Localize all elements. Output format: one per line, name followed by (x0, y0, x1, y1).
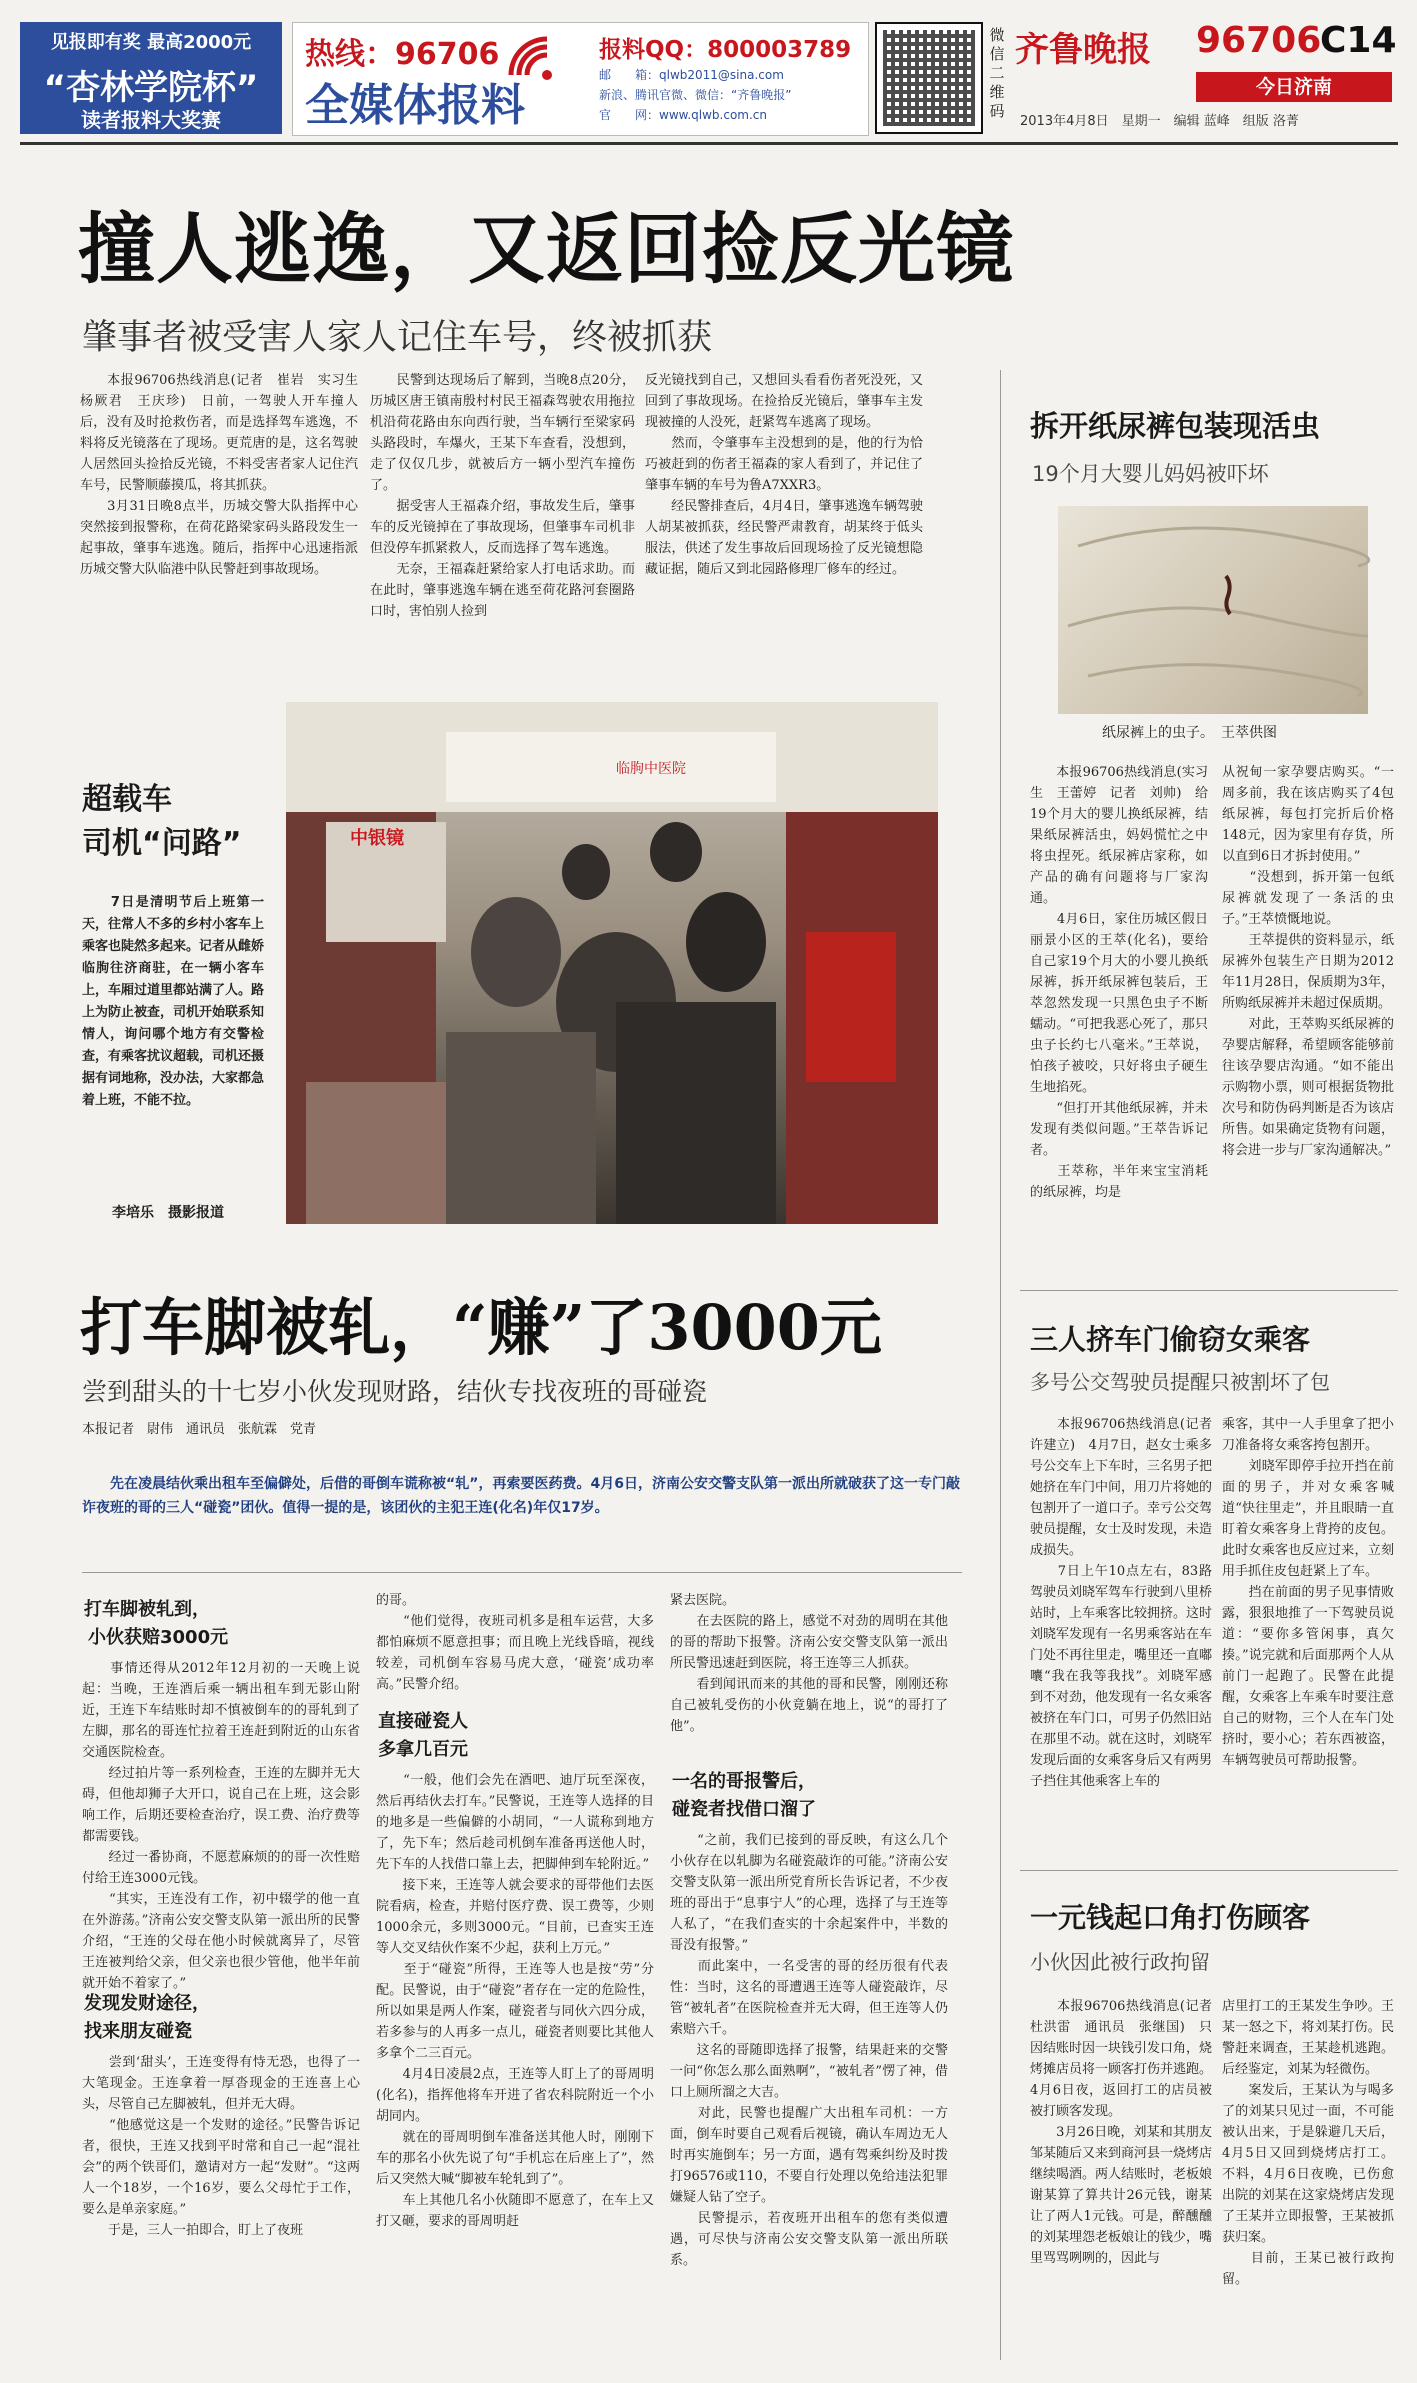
paper-logo: 齐鲁晚报 (1015, 30, 1151, 70)
promo-subtitle: 读者报料大奖赛 (81, 108, 221, 132)
fare-column-1b: 尝到‘甜头’，王连变得有恃无恐，也得了一大笔现金。王连拿着一厚沓现金的王连喜上心头，尽管自己左脚被轧，但并无大碍。 “他感觉这是一个发财的途径。”民警告诉记者，很快，王连又找到平时常和自己一起“混社会”的两个铁哥们，邀请对方一起“发财”。“这两人一个18岁，一个16岁，要么父母忙于工作，要么是单亲家庭。” 于是，三人一拍即合，盯上了夜班 (82, 2055, 360, 2238)
diaper-subhead: 19个月大婴儿妈妈被吓坏 (1032, 462, 1269, 486)
hotline-number: 热线：96706 (305, 37, 500, 72)
fare-sec2-title-b: 找来朋友碰瓷 (84, 2021, 192, 2042)
diaper-headline: 拆开纸尿裤包装现活虫 (1030, 409, 1321, 443)
overload-title-line2: 司机“问路” (82, 826, 242, 861)
bus-theft-subhead: 多号公交驾驶员提醒只被割坏了包 (1030, 1370, 1330, 1394)
yuan-subhead: 小伙因此被行政拘留 (1030, 1950, 1210, 1974)
overload-title (82, 778, 241, 866)
paper-hotline: 96706 (1196, 20, 1322, 61)
report-qq: 报料QQ：800003789 (599, 37, 852, 63)
lead-column-2: 民警到达现场后了解到，当晚8点20分，历城区唐王镇南殷村村民王福森驾驶农用拖拉机沿荷花路由东向西行驶，当车辆行至梁家码头路段时，车爆火，王某下车查看，没想到，走了仅仅几步，就被后方一辆小型汽车撞伤了。 据受害人王福森介绍，事故发生后，肇事车的反光镜掉在了事故现场，但肇事车司机非但没停车抓紧救人，反而选择了驾车逃逸。 无奈，王福森赶紧给家人打电话求助。而在此时，肇事逃逸车辆在逃至荷花路河套圈路口时，害怕别人捡到 (370, 373, 635, 619)
fare-column-3b: “之前，我们已接到的哥反映，有这么几个小伙存在以轧脚为名碰瓷敲诈的可能。”济南公安交警支队第一派出所党育所长告诉记者，不少夜班的哥出于“息事宁人”的心理，选择了与王连等人私了，“在我们查实的十余起案件中，半数的哥没有报警。” 而此案中，一名受害的哥的经历很有代表性：当时，这名的哥遭遇王连等人碰瓷敲诈，尽管“被轧者”在医院检查并无大碍，但王连等人仍索赔六千。 这名的哥随即选择了报警，结果赶来的交警一问“你怎么那么面熟啊”，“被轧者”愣了神，借口上厕所溜之大吉。 对此，民警也提醒广大出租车司机：一方面，倒车时要自己观看后视镜，确认车周边无人时再实施倒车；另一方面，遇有驾乘纠纷及时拨打96576或110，不要自行处理以免给违法犯罪嫌疑人钻了空子。 民警提示，若夜班开出租车的您有类似遭遇，可尽快与济南公安交警支队第一派出所联系。 (670, 1833, 948, 2268)
lead-column-3: 反光镜找到自己，又想回头看看伤者死没死，又回到了事故现场。在捡拾反光镜后，肇事车主发现被撞的人没死，赶紧驾车逃离了现场。 然而，令肇事车主没想到的是，他的行为恰巧被赶到的伤者王福森的家人看到了，并记住了肇事车辆的车号为鲁A7XXR3。 经民警排查后，4月4日，肇事逃逸车辆驾驶人胡某被抓获，经民警严肃教育，胡某终于低头服法，供述了发生事故后回现场捡了反光镜想隐藏证据，随后又到北园路修理厂修车的经过。 (645, 373, 923, 577)
fare-sec4-title (672, 1768, 816, 1824)
bus-interior-photo (286, 702, 938, 1224)
bus-theft-column-1: 本报96706热线消息(记者 许建立) 4月7日，赵女士乘多号公交车上下车时，三名男子把她挤在车门中间，用刀片将她的包割开了一道口子。幸亏公交驾驶员提醒，女士及时发现，未造成损失。 7日上午10点左右，83路驾驶员刘晓军驾车行驶到八里桥站时，上车乘客比较拥挤。这时刘晓军发现有一名男乘客站在车门处不再往里走，嘴里还一直嘟囔“我在我等我找”。刘晓军感到不对劲，他发现有一名女乘客被挤在车门口，可男子仍然旧站在那里不动。就在这时，刘晓军发现后面的女乘客身后又有两男子挡住其他乘客上车的 (1030, 1417, 1213, 1789)
dateline: 2013年4月8日 星期一 编辑 蓝峰 组版 洛菁 (1020, 114, 1299, 129)
lead-headline: 撞人逃逸，又返回捡反光镜 (78, 205, 1014, 295)
masthead-divider (20, 142, 1398, 145)
fare-sec1-title-b: 小伙获赔3000元 (88, 1627, 229, 1648)
fare-sec1-title-a: 打车脚被轧到， (84, 1599, 210, 1620)
fare-sec2-title-a: 发现发财途径， (84, 1993, 210, 2014)
contact-list (599, 65, 791, 125)
bus-sign-2: 临朐中医院 (616, 761, 686, 777)
fare-lede: 先在凌晨结伙乘出租车至偏僻处，后借的哥倒车谎称被“轧”，再索要医药费。4月6日，济南公安交警支队第一派出所就破获了这一专门敲诈夜班的哥的三人“碰瓷”团伙。值得一提的是，该团伙的主犯王连(化名)年仅17岁。 (82, 1476, 960, 1516)
yuan-column-1: 本报96706热线消息(记者 杜洪雷 通讯员 张继国) 只因结账时因一块钱引发口角，烧烤摊店员将一顾客打伤并逃跑。4月6日夜，返回打工的店员被被打顾客发现。 3月26日晚，刘某和其朋友邹某随后又来到商河县一烧烤店继续喝酒。两人结账时，老板娘谢某算了算共计26元钱，谢某让了两人1元钱。可是，醉醺醺的刘某埋怨老板娘让的钱少，嘴里骂骂咧咧的，因此与 (1030, 1999, 1213, 2266)
fare-sec4-title-b: 碰瓷者找借口溜了 (672, 1799, 816, 1820)
diaper-column-2: 从祝甸一家孕婴店购买。“一周多前，我在该店购买了4包纸尿裤，每包打完折后价格148元，因为家里有存货，所以直到6日才拆封使用。” “没想到，拆开第一包纸尿裤就发现了一条活的虫子。”王萃愤慨地说。 王萃提供的资料显示，纸尿裤外包装生产日期为2012年11月28日，保质期为3年，所购纸尿裤并未超过保质期。 对此，王萃购买纸尿裤的孕婴店解释，希望顾客能够前往该孕婴店沟通。“如不能出示购物小票，则可根据货物批次号和防伪码判断是否为该店所售。如果确定货物有问题，将会进一步与厂家沟通解决。” (1222, 765, 1394, 1158)
overload-credit: 李培乐 摄影报道 (112, 1205, 224, 1221)
promo-title: “杏林学院杯” (43, 68, 259, 108)
fare-column-3a: 紧去医院。 在去医院的路上，感觉不对劲的周明在其他的哥的帮助下报警。济南公安交警支队第一派出所民警迅速赶到医院，将王连等三人抓获。 看到闻讯而来的其他的哥和民警，刚刚还称自己被轧受伤的小伙竟躺在地上，说“的哥打了他”。 (670, 1593, 948, 1734)
fare-sec2-title (84, 1990, 210, 2046)
report-email: 邮 箱：qlwb2011@sina.com (599, 68, 784, 82)
bus-sign-1: 中银镜 (350, 828, 404, 849)
bus-interior-illustration (286, 702, 938, 1224)
fare-lede-divider (82, 1572, 962, 1573)
fare-sec3-title (378, 1708, 468, 1764)
fare-byline: 本报记者 尉伟 通讯员 张航霖 党青 (82, 1422, 317, 1437)
fare-sec3-title-a: 直接碰瓷人 (378, 1711, 468, 1732)
fare-column-2b: “一般，他们会先在酒吧、迪厅玩至深夜，然后再结伙去打车。”民警说，王连等人选择的目的地多是一些偏僻的小胡同，“一人谎称到地方了，先下车；然后趁司机倒车准备再送他人时，先下车的人找借口靠上去，把脚伸到车轮附近。” 接下来，王连等人就会要求的哥带他们去医院看病，检查，并赔付医疗费、误工费等，少则1000余元，多则3000元。“目前，已查实王连等人交叉结伙作案不少起，获利上万元。” 至于“碰瓷”所得，王连等人也是按“劳”分配。民警说，由于“碰瓷”者存在一定的危险性，所以如果是两人作案，碰瓷者与同伙六四分成，若多参与的人再多一点儿，碰瓷者则要比其他人多拿个二三百元。 4月4日凌晨2点，王连等人盯上了的哥周明(化名)，指挥他将车开进了省农科院附近一个小胡同内。 就在的哥周明倒车准备送其他人时，刚刚下车的那名小伙先说了句“手机忘在后座上了”，然后又突然大喊“脚被车轮轧到了”。 车上其他几名小伙随即不愿意了，在车上又打又砸，要求的哥周明赶 (376, 1773, 654, 2229)
yuan-column-2: 店里打工的王某发生争吵。王某一怒之下，将刘某打伤。民警赶来调查，王某趁机逃跑。后经鉴定，刘某为轻微伤。 案发后，王某认为与喝多了的刘某只见过一面，不可能被认出来，于是躲避几天后，4月5日又回到烧烤店打工。不料，4月6日夜晚，已伤愈出院的刘某在这家烧烤店发现了王某并立即报警，王某被抓获归案。 目前，王某已被行政拘留。 (1222, 1999, 1394, 2287)
media-report-title: 全媒体报料 (305, 80, 525, 131)
page-number: C14 (1320, 20, 1397, 61)
fare-column-1a: 事情还得从2012年12月初的一天晚上说起：当晚，王连酒后乘一辆出租车到无影山附近，王连下车结账时却不慎被倒车的的哥轧到了左脚，那名的哥连忙拉着王连赶到附近的山东省交通医院检查。 经过拍片等一系列检查，王连的左脚并无大碍，但他却狮子大开口，说自己在上班，这会影响工作，后期还要检查治疗，误工费、治疗费等都需要钱。 经过一番协商，不愿惹麻烦的的哥一次性赔付给王连3000元钱。 “其实，王连没有工作，初中辍学的他一直在外游荡。”济南公安交警支队第一派出所的民警介绍，“王连的父母在他小时候就离异了，尽管王连被判给父亲，但父亲也很少管他，他半年前就开始不着家了。” (82, 1661, 360, 1991)
diaper-illustration (1058, 506, 1368, 714)
hotline-banner (292, 22, 869, 136)
wechat-qr-code (875, 22, 983, 134)
bus-theft-column-2: 乘客，其中一人手里拿了把小刀准备将女乘客挎包割开。 刘晓军即停手拉开挡在前面的男子，并对女乘客喊道“快往里走”，并且眼睛一直盯着女乘客身上背挎的皮包。此时女乘客也反应过来，立刻用手抓住皮包赶紧上了车。 挡在前面的男子见事情败露，狠狠地推了一下驾驶员说道：“要你多管闲事，真欠揍。”说完就和后面那两个人从前门一起跑了。民警在此提醒，女乘客上车乘车时要注意自己的财物，三个人在车门处挤时，要小心；若东西被盗，车辆驾驶员可帮助报警。 (1222, 1417, 1394, 1768)
signal-icon (503, 31, 563, 81)
report-website: 官 网：www.qlwb.com.cn (599, 108, 768, 122)
bug-mark (1226, 576, 1230, 614)
fare-sec3-title-b: 多拿几百元 (378, 1739, 468, 1760)
fare-column-2a: 的哥。 “他们觉得，夜班司机多是租车运营，大多都怕麻烦不愿意担事；而且晚上光线昏暗，视线较差，司机倒车容易马虎大意，‘碰瓷’成功率高。”民警介绍。 (376, 1593, 654, 1692)
lead-subhead: 肇事者被受害人家人记住车号，终被抓获 (82, 318, 713, 358)
overload-body: 7日是清明节后上班第一天，往常人不多的乡村小客车上乘客也陡然多起来。记者从雌娇临朐往济商驻，在一辆小客车上，车厢过道里都站满了人。路上为防止被查，司机开始联系知情人，询问哪个地方有交警检查，有乘客扰议超载，司机还摄据有词地称，没办法，大家都急着上班，不能不拉。 (82, 895, 265, 1108)
diaper-photo (1058, 506, 1368, 714)
fare-headline: 打车脚被轧，“赚”了3000元 (80, 1291, 882, 1364)
fare-sec1-title (84, 1596, 228, 1652)
promo-prize-text: 见报即有奖 最高2000元 (50, 32, 252, 53)
bus-theft-headline: 三人挤车门偷窃女乘客 (1030, 1323, 1311, 1356)
lead-column-1: 本报96706热线消息(记者 崔岩 实习生 杨厥君 王庆珍) 日前，一驾驶人开车撞人后，没有及时抢救伤者，而是选择驾车逃逸，不料将反光镜落在了现场。更荒唐的是，这名驾驶人居然回头捡拾反光镜，不料受害者家人记住汽车号，民警顺藤摸瓜，将其抓获。 3月31日晚8点半，历城交警大队指挥中心突然接到报警称，在荷花路梁家码头路段发生一起事故，肇事车逃逸。随后，指挥中心迅速指派历城交警大队临港中队民警赶到事故现场。 (80, 373, 358, 577)
right-column-divider (1000, 370, 1001, 2360)
promo-banner (20, 22, 282, 134)
report-weibo: 新浪、腾讯官微、微信：“齐鲁晚报” (599, 88, 792, 102)
wechat-qr-label: 微信二维码 (989, 26, 1005, 120)
diaper-divider (1020, 1290, 1398, 1291)
overload-title-line1: 超载车 (82, 782, 172, 817)
fare-sec4-title-a: 一名的哥报警后， (672, 1771, 816, 1792)
yuan-headline: 一元钱起口角打伤顾客 (1030, 1901, 1311, 1934)
diaper-caption: 纸尿裤上的虫子。 王萃供图 (1102, 725, 1277, 741)
diaper-column-1: 本报96706热线消息(实习生 王蕾婷 记者 刘帅) 给19个月大的婴儿换纸尿裤，结果纸尿裤活虫，妈妈慌忙之中将虫捏死。纸尿裤店家称，如产品的确有问题将与厂家沟通。 4月6日，家住历城区假日丽景小区的王萃(化名)，要给自己家19个月大的小婴儿换纸尿裤，拆开纸尿裤包装后，王萃忽然发现一只黑色虫子不断蠕动。“可把我恶心死了，那只虫子长约七八毫米。”王萃说，怕孩子被咬，只好将虫子硬生生地掐死。 “但打开其他纸尿裤，并未发现有类似问题。”王萃告诉记者。 王萃称，半年来宝宝消耗的纸尿裤，均是 (1030, 765, 1208, 1200)
section-badge: 今日济南 (1196, 72, 1392, 102)
bus-theft-divider (1020, 1870, 1398, 1871)
fare-subhead: 尝到甜头的十七岁小伙发现财路，结伙专找夜班的哥碰瓷 (82, 1377, 708, 1406)
